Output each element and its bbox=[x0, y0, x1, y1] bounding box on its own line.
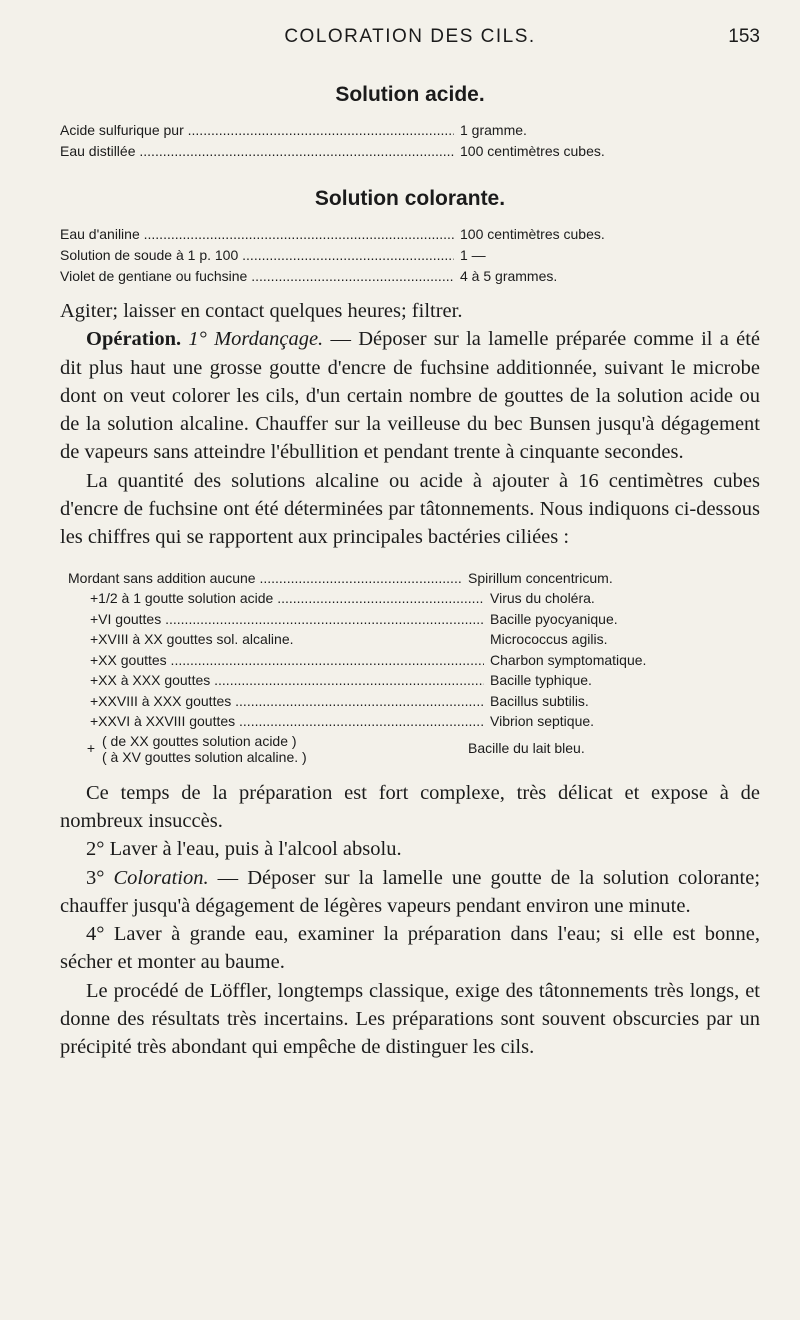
bacterium-cell: Vibrion septique. bbox=[490, 713, 595, 730]
mordant-cell: Mordant sans addition aucune ..... bbox=[68, 568, 462, 589]
bacterium-cell: Bacille typhique. bbox=[490, 672, 592, 689]
operation-paragraph bbox=[60, 325, 760, 466]
body-text-1 bbox=[60, 297, 760, 552]
table-row bbox=[68, 568, 760, 589]
mordant-cell: +XX gouttes ..... bbox=[68, 650, 484, 671]
ingredient-name: Eau distillée ..... bbox=[60, 141, 454, 162]
recipe-row bbox=[60, 245, 760, 266]
ingredient-quantity: 100 centimètres cubes. bbox=[460, 143, 605, 159]
plus-sign: + bbox=[86, 740, 96, 757]
mordant-cell: +VI gouttes ..... bbox=[68, 609, 484, 630]
table-row bbox=[68, 609, 760, 630]
step3-paragraph bbox=[60, 864, 760, 921]
operation-text: — Déposer sur la lamelle préparée comme il a été dit plus haut une grosse goutte d'encre de fuchsine additionnée, suivant le microbe dont on veut colorer les cils, d'un certain nombre de gouttes de la solution acide ou de la solution alcaline. Chauffer sur la veilleuse du bec Bunsen jusqu'à dégagement de vapeurs sans atteindre l'ébullition et pendant trente à cinquante secondes. bbox=[60, 328, 761, 464]
bacterium-cell: Bacille pyocyanique. bbox=[490, 610, 618, 627]
ingredient-name: Eau d'aniline ..... bbox=[60, 224, 454, 245]
page bbox=[60, 22, 760, 1062]
brace-group bbox=[102, 733, 307, 765]
bacterium-cell: Micrococcus agilis. bbox=[490, 631, 608, 648]
running-title: COLORATION DES CILS. bbox=[284, 26, 536, 47]
table-row bbox=[68, 670, 760, 691]
operation-label: Opération. bbox=[86, 328, 182, 351]
bacterium-cell: Bacille du lait bleu. bbox=[468, 740, 585, 757]
table-row bbox=[68, 711, 760, 732]
mordant-cell: +1/2 à 1 goutte solution acide ..... bbox=[68, 588, 484, 609]
running-header bbox=[60, 22, 760, 52]
after-table-paragraph: Ce temps de la préparation est fort complexe, très délicat et expose à de nombreux insuccès. bbox=[60, 781, 760, 832]
ingredient-name: Violet de gentiane ou fuchsine ..... bbox=[60, 266, 454, 287]
ingredient-quantity: 1 gramme. bbox=[460, 122, 527, 138]
ingredient-quantity: 1 — bbox=[460, 247, 486, 263]
bacterium-cell: Bacillus subtilis. bbox=[490, 692, 589, 709]
page-number: 153 bbox=[728, 26, 760, 47]
acid-solution-recipe bbox=[60, 120, 760, 162]
recipe-row bbox=[60, 120, 760, 141]
mordant-cell bbox=[68, 733, 462, 765]
bacterium-cell: Spirillum concentricum. bbox=[468, 569, 613, 586]
ingredient-quantity: 100 centimètres cubes. bbox=[460, 226, 605, 242]
table-row bbox=[68, 733, 760, 765]
mordant-cell: +XVIII à XX gouttes sol. alcaline. bbox=[90, 631, 294, 648]
table-row bbox=[68, 629, 760, 650]
mordant-cell: +XX à XXX gouttes ..... bbox=[68, 670, 484, 691]
step3-text: — Déposer sur la lamelle une goutte de la solution colorante; chauffer jusqu'à dégagement de légères vapeurs pendant environ une minute. bbox=[60, 866, 761, 917]
mordant-table bbox=[68, 568, 760, 765]
coloration-label: Coloration. bbox=[113, 866, 209, 889]
quantity-paragraph: La quantité des solutions alcaline ou acide à ajouter à 16 centimètres cubes d'encre de fuchsine ont été déterminées par tâtonnements. Nous indiquons ci-dessous les chiffres qui se rapportent aux principales bactéries ciliées : bbox=[60, 469, 760, 549]
closing-paragraph: Le procédé de Löffler, longtemps classique, exige des tâtonnements très longs, et donne des résultats très incertains. Les préparations sont souvent obscurcies par un précipité très abondant qui empêche de distinguer les cils. bbox=[60, 979, 760, 1059]
table-row bbox=[68, 588, 760, 609]
step3-number: 3° bbox=[86, 866, 105, 889]
mordant-cell: +XXVI à XXVIII gouttes ..... bbox=[68, 711, 484, 732]
brace-line: ( à XV gouttes solution alcaline. ) bbox=[102, 748, 307, 765]
body-text-2 bbox=[60, 779, 760, 1062]
brace-line: ( de XX gouttes solution acide ) bbox=[102, 732, 297, 749]
acid-solution-heading: Solution acide. bbox=[335, 83, 485, 106]
coloring-solution-recipe bbox=[60, 224, 760, 287]
ingredient-quantity: 4 à 5 grammes. bbox=[460, 268, 558, 284]
table-row bbox=[68, 691, 760, 712]
ingredient-name: Solution de soude à 1 p. 100 ..... bbox=[60, 245, 454, 266]
intro-paragraph: Agiter; laisser en contact quelques heures; filtrer. bbox=[60, 300, 463, 322]
recipe-row bbox=[60, 224, 760, 245]
bacterium-cell: Virus du choléra. bbox=[490, 590, 595, 607]
bacterium-cell: Charbon symptomatique. bbox=[490, 651, 647, 668]
coloring-solution-heading: Solution colorante. bbox=[314, 187, 506, 210]
recipe-row bbox=[60, 141, 760, 162]
recipe-row bbox=[60, 266, 760, 287]
mordant-cell: +XXVIII à XXX gouttes ..... bbox=[68, 691, 484, 712]
step4-paragraph: 4° Laver à grande eau, examiner la préparation dans l'eau; si elle est bonne, sécher et monter au baume. bbox=[60, 923, 760, 974]
step2-paragraph: 2° Laver à l'eau, puis à l'alcool absolu. bbox=[86, 838, 402, 861]
mordancage-label: 1° Mordançage. bbox=[188, 328, 324, 351]
table-row bbox=[68, 650, 760, 671]
ingredient-name: Acide sulfurique pur ..... bbox=[60, 120, 454, 141]
